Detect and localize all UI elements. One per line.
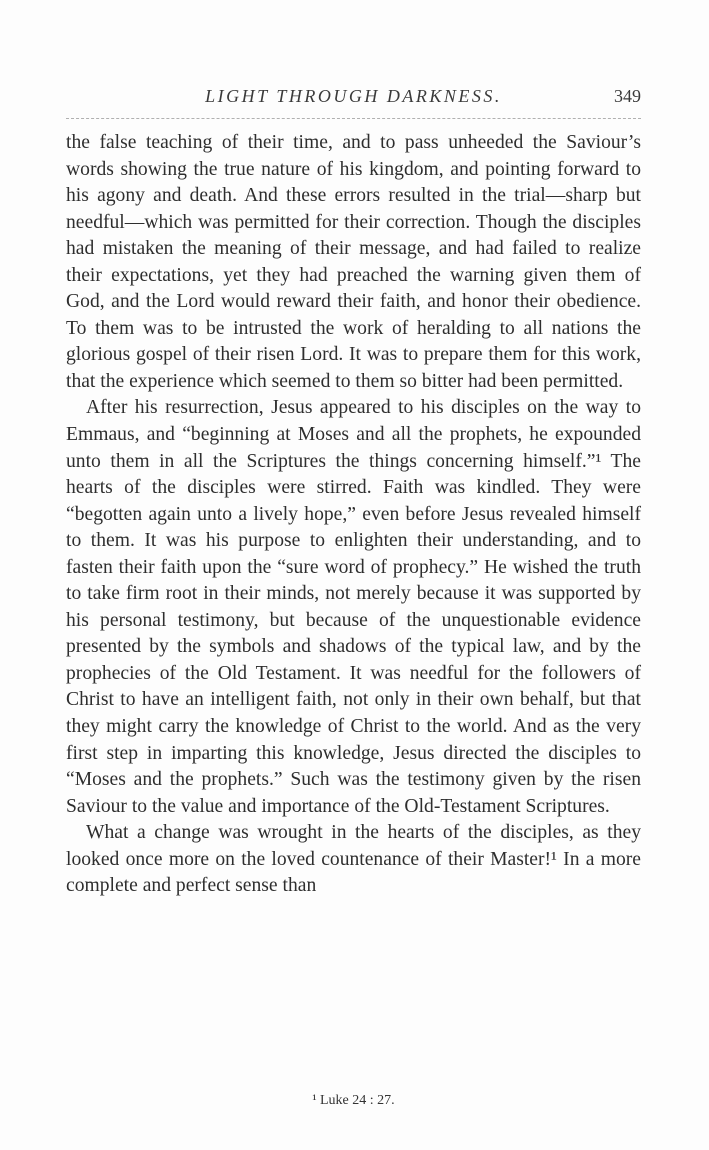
page-number: 349 — [614, 86, 641, 106]
body-text — [66, 130, 641, 900]
running-title: LIGHT THROUGH DARKNESS. — [205, 86, 502, 106]
paragraph-2: After his resurrection, Jesus appeared to his disciples on the way to Emmaus, and “beginning at Moses and all the prophets, he expounded unto them in all the Scriptures the things concerning himself.”¹ The hearts of the disciples were stirred. Faith was kindled. They were “begotten again unto a lively hope,” even before Jesus revealed himself to them. It was his purpose to enlighten their understanding, and to fasten their faith upon the “sure word of prophecy.” He wished the truth to take firm root in their minds, not merely because it was supported by his personal testimony, but because of the unquestionable evidence presented by the symbols and shadows of the typical law, and by the prophecies of the Old Testament. It was needful for the followers of Christ to have an intelligent faith, not only in their own behalf, but that they might carry the knowledge of Christ to the world. And as the very first step in imparting this knowledge, Jesus directed the disciples to “Moses and the prophets.” Such was the testimony given by the risen Saviour to the value and importance of the Old-Testament Scriptures. — [66, 397, 641, 817]
header-rule — [66, 118, 641, 119]
paragraph-1: the false teaching of their time, and to pass unheeded the Saviour’s words showing the true nature of his kingdom, and pointing forward to his agony and death. And these errors resulted in the trial—sharp but needful—which was permitted for their correction. Though the disciples had mistaken the meaning of their message, and had failed to realize their expectations, yet they had preached the warning given them of God, and the Lord would reward their faith, and honor their obedience. To them was to be intrusted the work of heralding to all nations the glorious gospel of their risen Lord. It was to prepare them for this work, that the experience which seemed to them so bitter had been permitted. — [66, 132, 641, 392]
running-head — [66, 86, 641, 112]
paragraph-3: What a change was wrought in the hearts of the disciples, as they looked once more on the loved countenance of their Master!¹ In a more complete and perfect sense than — [66, 822, 641, 897]
footnote: ¹ Luke 24 : 27. — [312, 1093, 395, 1108]
